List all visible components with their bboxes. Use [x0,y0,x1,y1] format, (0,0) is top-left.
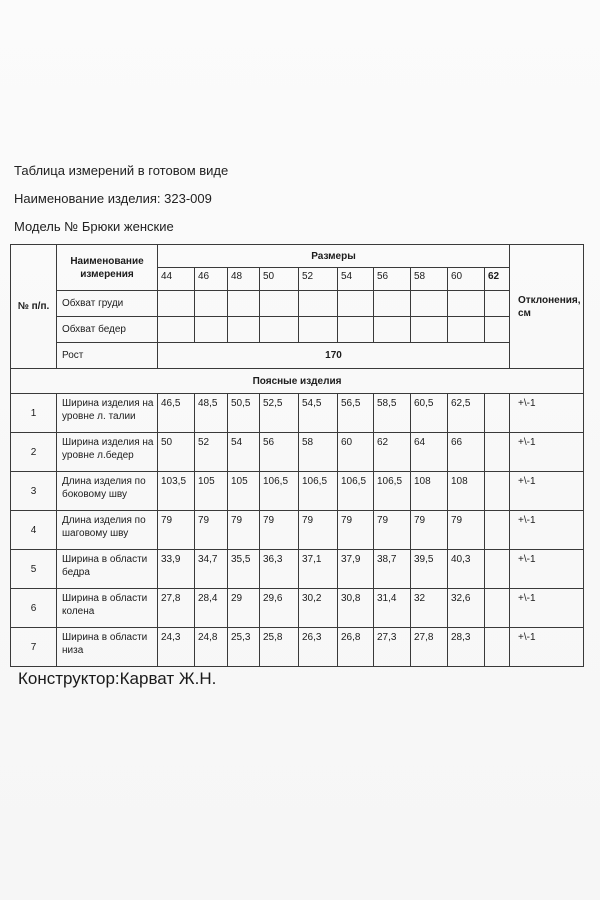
row-value: 46,5 [158,394,195,433]
row-value: 106,5 [260,472,299,511]
empty-cell [260,317,299,343]
row-value: 24,8 [195,628,228,667]
empty-cell [158,317,195,343]
col-name-header: Наименование измерения [57,245,158,291]
size-header-cell: 46 [195,268,228,291]
empty-cell [338,317,374,343]
size-header-cell: 62 [485,268,510,291]
body-row-value: 170 [158,343,510,369]
deviation-header: Отклонения, см [510,245,584,369]
row-value: 38,7 [374,550,411,589]
measurement-table [10,244,584,667]
row-measurement-name: Длина изделия по боковому шву [57,472,158,511]
row-measurement-name: Ширина изделия на уровне л. талии [57,394,158,433]
row-value: 105 [228,472,260,511]
empty-cell [485,317,510,343]
row-value: 54,5 [299,394,338,433]
row-value: 79 [448,511,485,550]
body-row [11,291,584,317]
row-value: 39,5 [411,550,448,589]
empty-cell [158,291,195,317]
row-value: 64 [411,433,448,472]
row-value: 27,8 [158,589,195,628]
row-number: 2 [11,433,57,472]
row-measurement-name: Ширина в области низа [57,628,158,667]
row-value: 28,4 [195,589,228,628]
row-tolerance: +\-1 [510,472,584,511]
table-row [11,511,584,550]
row-tolerance: +\-1 [510,628,584,667]
body-row-label: Обхват бедер [57,317,158,343]
table-row [11,394,584,433]
row-value: 29 [228,589,260,628]
row-value: 56,5 [338,394,374,433]
row-value: 108 [411,472,448,511]
row-value: 79 [299,511,338,550]
sizes-header: Размеры [158,245,510,268]
row-number: 4 [11,511,57,550]
row-value: 56 [260,433,299,472]
col-num-header: № п/п. [11,245,57,369]
table-row [11,628,584,667]
size-header-cell: 54 [338,268,374,291]
row-value: 30,8 [338,589,374,628]
row-value: 52,5 [260,394,299,433]
row-tolerance: +\-1 [510,394,584,433]
row-value: 79 [260,511,299,550]
row-value: 50,5 [228,394,260,433]
row-value: 31,4 [374,589,411,628]
row-value [485,433,510,472]
model-name: Модель № Брюки женские [14,219,174,234]
row-value: 37,9 [338,550,374,589]
row-number: 5 [11,550,57,589]
row-measurement-name: Ширина в области бедра [57,550,158,589]
body-row [11,317,584,343]
row-value: 79 [228,511,260,550]
row-value: 103,5 [158,472,195,511]
row-value: 35,5 [228,550,260,589]
row-value: 29,6 [260,589,299,628]
empty-cell [448,317,485,343]
empty-cell [195,291,228,317]
row-value: 62 [374,433,411,472]
row-value [485,394,510,433]
row-tolerance: +\-1 [510,511,584,550]
row-value: 34,7 [195,550,228,589]
size-header-cell: 56 [374,268,411,291]
empty-cell [374,317,411,343]
row-value: 106,5 [374,472,411,511]
row-value: 25,3 [228,628,260,667]
row-value [485,589,510,628]
size-header-cell: 60 [448,268,485,291]
row-value: 79 [195,511,228,550]
section-title: Поясные изделия [11,369,584,394]
row-value [485,550,510,589]
row-value: 25,8 [260,628,299,667]
document-title: Таблица измерений в готовом виде [14,163,229,178]
row-value: 52 [195,433,228,472]
row-value [485,511,510,550]
row-value: 62,5 [448,394,485,433]
row-measurement-name: Ширина изделия на уровне л.бедер [57,433,158,472]
row-value: 26,3 [299,628,338,667]
row-value: 32 [411,589,448,628]
empty-cell [448,291,485,317]
empty-cell [228,291,260,317]
size-header-cell: 52 [299,268,338,291]
row-value: 58,5 [374,394,411,433]
row-value: 27,3 [374,628,411,667]
row-value: 26,8 [338,628,374,667]
row-value: 27,8 [411,628,448,667]
row-value: 66 [448,433,485,472]
size-header-cell: 48 [228,268,260,291]
row-value: 40,3 [448,550,485,589]
row-value: 50 [158,433,195,472]
row-value: 60,5 [411,394,448,433]
row-value [485,628,510,667]
body-row [11,343,584,369]
size-header-cell: 58 [411,268,448,291]
row-value: 24,3 [158,628,195,667]
row-value: 28,3 [448,628,485,667]
row-number: 6 [11,589,57,628]
row-value: 79 [411,511,448,550]
row-number: 7 [11,628,57,667]
empty-cell [228,317,260,343]
body-row-label: Рост [57,343,158,369]
row-value: 36,3 [260,550,299,589]
empty-cell [374,291,411,317]
row-measurement-name: Ширина в области колена [57,589,158,628]
row-value: 60 [338,433,374,472]
row-value: 106,5 [338,472,374,511]
table-row [11,433,584,472]
size-header-cell: 50 [260,268,299,291]
row-value: 48,5 [195,394,228,433]
table-row [11,472,584,511]
row-number: 1 [11,394,57,433]
row-tolerance: +\-1 [510,550,584,589]
row-tolerance: +\-1 [510,589,584,628]
empty-cell [485,291,510,317]
empty-cell [299,317,338,343]
table-row [11,550,584,589]
table-row [11,589,584,628]
row-value: 105 [195,472,228,511]
row-value: 58 [299,433,338,472]
empty-cell [260,291,299,317]
empty-cell [411,291,448,317]
row-value: 37,1 [299,550,338,589]
row-value: 79 [338,511,374,550]
section-row [11,369,584,394]
row-value: 54 [228,433,260,472]
row-value: 79 [158,511,195,550]
product-name: Наименование изделия: 323-009 [14,191,212,206]
constructor-signature: Конструктор:Карват Ж.Н. [18,669,217,688]
size-header-cell: 44 [158,268,195,291]
row-number: 3 [11,472,57,511]
row-value: 106,5 [299,472,338,511]
body-row-label: Обхват груди [57,291,158,317]
row-value: 32,6 [448,589,485,628]
row-value: 108 [448,472,485,511]
row-measurement-name: Длина изделия по шаговому шву [57,511,158,550]
row-value: 33,9 [158,550,195,589]
row-tolerance: +\-1 [510,433,584,472]
empty-cell [195,317,228,343]
row-value [485,472,510,511]
empty-cell [411,317,448,343]
empty-cell [299,291,338,317]
row-value: 30,2 [299,589,338,628]
empty-cell [338,291,374,317]
row-value: 79 [374,511,411,550]
